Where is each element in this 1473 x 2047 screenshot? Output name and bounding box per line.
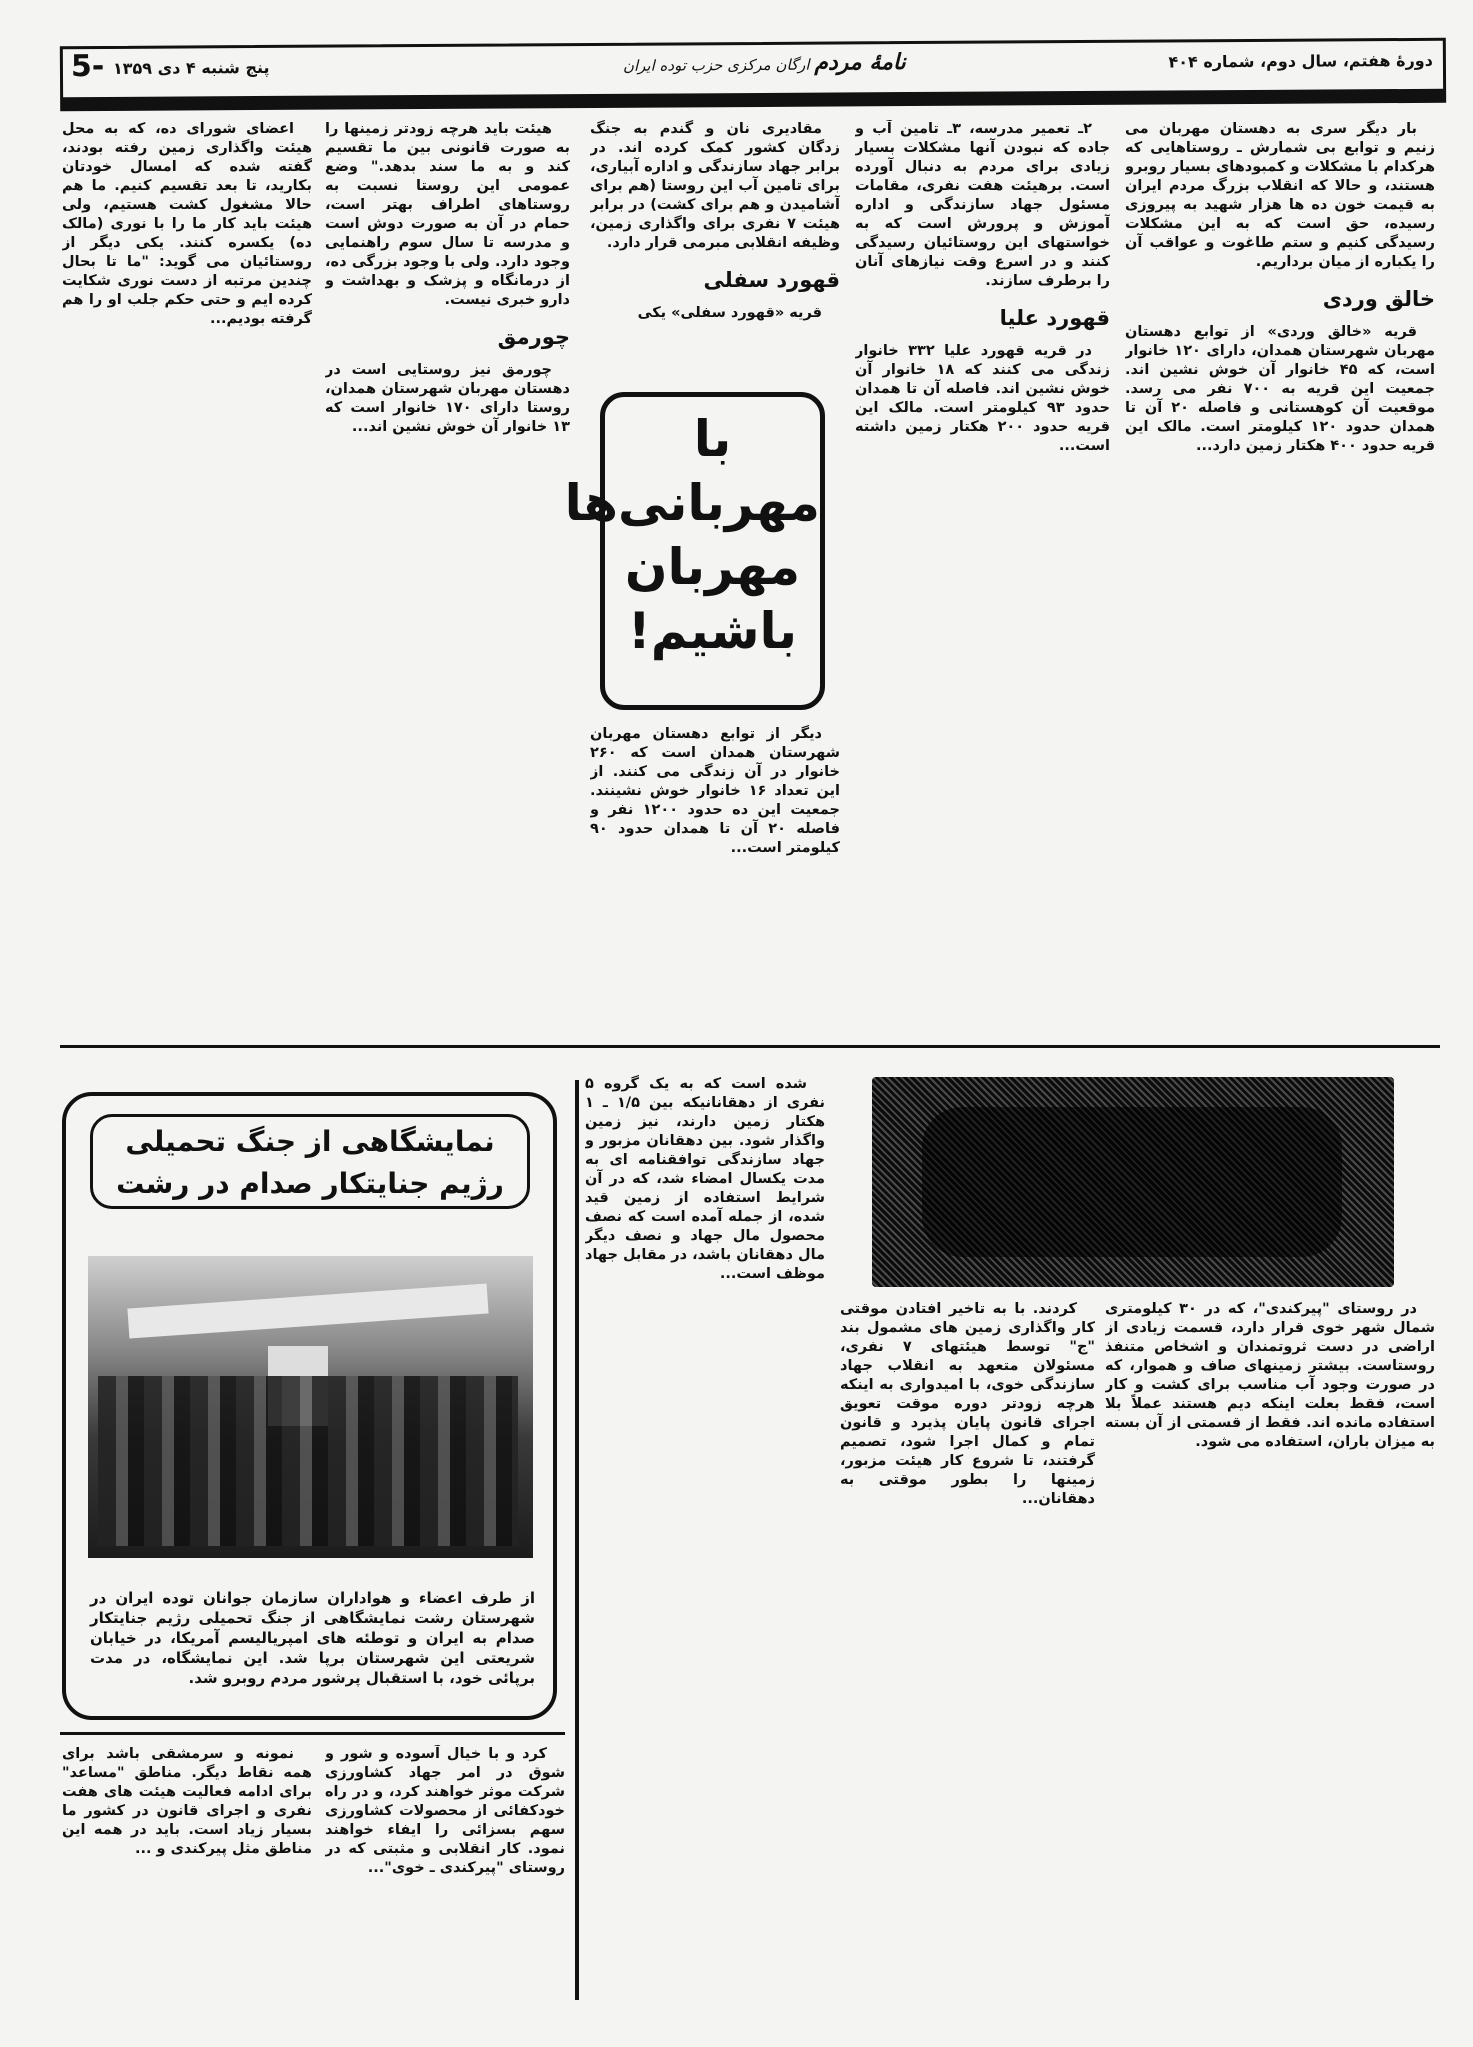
section-divider: [60, 1732, 565, 1735]
paragraph: در روستای "پیرکندی"، که در ۳۰ کیلومتری شمال شهر خوی قرار دارد، قسمت زیادی از اراضی در دست ثروتمندان و اشخاص متنفذ روستاست. بیشتر زمینهای صاف و هموار، که در صورت وجود آب مناسب برای کشت و کار است، فقط بعلت اینکه دیم هستند عملاً بلا استفاده مانده اند. فقط از قسمتی از آن بسته به میزان باران، استفاده می شود.: [1105, 1301, 1435, 1450]
paragraph: دیگر از توابع دهستان مهربان شهرستان همدان است که ۲۶۰ خانوار در آن زندگی می کنند. از این تعداد ۱۶ خانوار خوش نشینند. جمعیت این ده حدود ۱۲۰۰ نفر و فاصله ۲۰ آن تا همدان حدود ۹۰ کیلومتر است...: [590, 726, 840, 856]
exhibition-title: [90, 1114, 530, 1209]
paragraph: هیئت باید هرچه زودتر زمینها را به صورت قانونی بین ما تقسیم کند و به ما سند بدهد." وضع عمومی این روستا نسبت به روستاهای اطراف بهتر است، حمام در آن به صورت دوش است و مدرسه تا سال سوم راهنمایی وجود دارد. ولی با وجود بزرگی ده، از درمانگاه و پزشک و بهداشت و دارو خبری نیست.: [325, 121, 570, 308]
paragraph: قریه «خالق وردی» از توابع دهستان مهربان شهرستان همدان، دارای ۱۲۰ خانوار است، که ۴۵ خانوار آن خوش نشین اند. جمعیت این قریه به ۷۰۰ نفر می رسد. موقعیت آن کوهستانی و فاصله ۲۰ آن تا همدان حدود ۱۲۰ کیلومتر است. مالک این قریه حدود ۴۰۰ هکتار زمین دارد...: [1125, 324, 1435, 454]
paragraph: ۲ـ تعمیر مدرسه، ۳ـ تامین آب و جاده که نبودن آنها مشکلات بسیار زیادی برای مردم به دنبال آورده است. برهیئت هفت نفری، مقامات مسئول جهاد سازندگی و اداره آموزش و پرورش است که به خواستهای این روستائیان رسیدگی کنند و در اسرع وقت نیازهای آنان را برطرف سازند.: [855, 121, 1110, 289]
bottom-column-left-2: [62, 1745, 312, 2000]
issue-date: پنج شنبه ۴ دی ۱۳۵۹: [112, 57, 270, 78]
section-divider: [60, 1045, 1440, 1048]
exhibition-photo: [88, 1256, 533, 1558]
paragraph: بار دیگر سری به دهستان مهربان می زنیم و توابع بی شمارش ـ روستاهایی که هرکدام با مشکلات و کمبودهای بسیار روبرو هستند، و حالا که انقلاب بزرگ مردم ایران به قیمت خون ده ها هزار شهید به پیروزی رسیده، حق است که به این مشکلات رسیدگی کنیم و ستم طاغوت و عواقب آن را یکباره از میان برداریم.: [1125, 121, 1435, 270]
bottom-column-middle: [585, 1075, 825, 2000]
article-column-3: [590, 120, 840, 380]
paragraph: قریه «قهورد سفلی» یکی: [637, 305, 822, 321]
section-heading: خالق وردی: [1322, 287, 1435, 311]
photo-caption: از طرف اعضاء و هواداران سازمان جوانان توده ایران در شهرستان رشت نمایشگاهی از جنگ تحمیلی رژیم جنایتکار صدام به ایران و توطئه های امپریالیسم آمریکا، در خیابان شریعتی این شهرستان برپا شد. این نمایشگاه، در مدت برپائی خود، با استقبال پرشور مردم روبرو شد.: [90, 1589, 535, 1687]
title-line: نمایشگاهی از جنگ تحمیلی: [125, 1125, 495, 1158]
paragraph: کرد و با خیال آسوده و شور و شوق در امر جهاد کشاورزی شرکت موثر خواهند کرد، و در راه خودکفائی از محصولات کشاورزی سهم بسزائی را ایفاء خواهند نمود. کار انقلابی و مثبتی که در روستای "پیرکندی ـ خوی"...: [325, 1746, 565, 1876]
section-heading: قهورد سفلی: [703, 268, 840, 292]
bottom-column-left-1: [325, 1745, 565, 2000]
bottom-column-right: [1105, 1300, 1435, 2000]
paragraph: چورمق نیز روستایی است در دهستان مهربان شهرستان همدان، روستا دارای ۱۷۰ خانوار است که ۱۳ خانوار آن خوش نشین اند...: [325, 362, 570, 435]
paper-subtitle: ارگان مرکزی حزب توده ایران: [622, 55, 810, 75]
dark-headline-image: [872, 1077, 1394, 1287]
page-number: 5-: [70, 48, 105, 85]
paragraph: شده است که به یک گروه ۵ نفری از دهقانانیکه بین ۱/۵ ـ ۱ هکتار زمین دارند، نیز زمین واگذار شود. بین دهقانان مزبور و جهاد سازندگی توافقنامه ای به مدت یکسال امضاء شد، که در آن شرایط استفاده از زمین قید شده، از جمله آمده است که نصف محصول مال جهاد و نصف دیگر مال دهقانان باشد، در مقابل جهاد موظف است...: [585, 1076, 825, 1282]
issue-info: دورهٔ هفتم، سال دوم، شماره ۴۰۴: [1168, 50, 1433, 72]
section-heading: قهورد علیا: [999, 306, 1110, 330]
paper-name: نامهٔ مردم: [814, 50, 906, 76]
column-divider: [575, 1080, 579, 2000]
article-column-4: [325, 120, 570, 1040]
article-column-1: [1125, 120, 1435, 1040]
exhibition-box: [62, 1092, 557, 1720]
slogan-box: با مهربانی‌ها مهربان باشیم!: [600, 392, 825, 710]
masthead: [60, 38, 1446, 111]
paragraph: مقادیری نان و گندم به جنگ زدگان کشور کمک کرده اند. در برابر جهاد سازندگی و اداره آبیاری، برای تامین آب این روستا (هم برای آشامیدن و هم برای کشت) در برابر هیئت ۷ نفری برای واگذاری زمین، وظیفه انقلابی مبرمی قرار دارد.: [590, 121, 840, 251]
article-column-2: [855, 120, 1110, 1040]
paragraph: در قریه قهورد علیا ۳۳۲ خانوار زندگی می کنند که ۱۸ خانوار آن خوش نشین اند. فاصله آن تا همدان حدود ۹۳ کیلومتر است. مالک این قریه حدود ۲۰۰ هکتار زمین داشته است...: [855, 343, 1110, 454]
paragraph: اعضای شورای ده، که به محل هیئت واگذاری زمین رفته بودند، گفته شده که امسال خودتان بکارید، تا بعد تقسیم کنیم. ما هم حالا مشغول کشت هستیم، ولی هیئت باید کار ما را با نوری (مالک ده) یکسره کنند. یکی دیگر از روستائیان می گوید: "ما تا بحال چندین مرتبه از دست نوری شکایت کرده ایم و حتی حکم جلب او را هم گرفته بودیم...: [62, 121, 312, 327]
article-column-3-cont: [590, 725, 840, 1040]
paragraph: نمونه و سرمشقی باشد برای همه نقاط دیگر. مناطق "مساعد" برای ادامه فعالیت هیئت های هفت نفری و اجرای قانون در کشور ما بسیار زیاد است. باید در همه این مناطق مثل پیرکندی و ...: [62, 1746, 312, 1857]
title-line: رژیم جنایتکار صدام در رشت: [116, 1167, 504, 1200]
section-heading: چورمق: [497, 325, 570, 349]
paper-title: [623, 50, 906, 77]
article-column-5: [62, 120, 312, 1040]
paragraph: کردند. با به تاخیر افتادن موقتی کار واگذاری زمین های مشمول بند "ج" توسط هیئتهای ۷ نفری، مسئولان متعهد به انقلاب جهاد سازندگی خوی، با امیدواری به اینکه هرچه زودتر دوره موقت تعویق اجرای قانون پایان پذیرد و قانون تمام و کمال اجرا شود، تصمیم گرفتند، تا شروع کار هیئت مزبور، زمینها را بطور موقتی به دهقانان...: [840, 1301, 1095, 1507]
bottom-column-right-2: [840, 1300, 1095, 2000]
